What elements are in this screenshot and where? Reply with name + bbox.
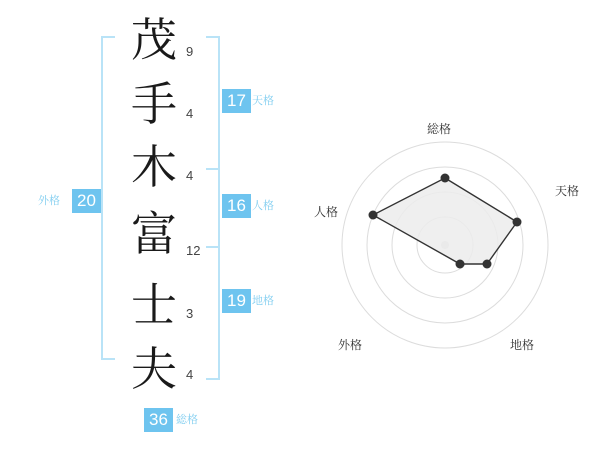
kanji-char-1: 茂 xyxy=(131,15,177,66)
radar-axis-label-jinkaku: 人格 xyxy=(314,205,339,219)
stroke-count-2: 4 xyxy=(186,106,194,121)
jinkaku-bracket xyxy=(206,168,220,248)
score-badge-total: 36 xyxy=(144,408,173,432)
score-label-outer: 外格 xyxy=(38,195,60,207)
kanji-char-3: 木 xyxy=(131,142,177,193)
score-badge-jinkaku: 16 xyxy=(222,194,251,218)
radar-point-tenkaku xyxy=(513,218,522,227)
kanji-char-4: 富 xyxy=(131,209,177,260)
stroke-count-1: 9 xyxy=(186,44,194,59)
score-badge-tenkaku: 17 xyxy=(222,89,251,113)
stroke-count-5: 3 xyxy=(186,306,194,321)
radar-chart xyxy=(300,0,600,470)
stroke-count-4: 12 xyxy=(186,243,201,258)
radar-axis-label-soukaku: 総格 xyxy=(427,122,452,136)
outer-bracket xyxy=(101,36,115,360)
kanji-char-2: 手 xyxy=(131,79,177,130)
stroke-count-6: 4 xyxy=(186,367,194,382)
score-label-total: 総格 xyxy=(176,414,198,426)
radar-data-polygon xyxy=(373,178,517,264)
radar-axis-label-gaikaku: 外格 xyxy=(338,338,363,352)
score-label-tenkaku: 天格 xyxy=(252,95,274,107)
kanji-char-6: 夫 xyxy=(131,344,177,395)
radar-chart-svg xyxy=(300,0,600,470)
radar-point-soukaku xyxy=(441,174,450,183)
score-label-chikaku: 地格 xyxy=(252,295,274,307)
radar-axis-label-chikaku: 地格 xyxy=(510,338,535,352)
radar-point-chikaku xyxy=(483,260,492,269)
score-label-jinkaku: 人格 xyxy=(252,200,274,212)
score-badge-chikaku: 19 xyxy=(222,289,251,313)
kanji-char-5: 士 xyxy=(131,280,177,331)
radar-axis-label-tenkaku: 天格 xyxy=(555,184,580,198)
chikaku-bracket xyxy=(206,246,220,380)
radar-point-gaikaku xyxy=(456,260,465,269)
radar-point-jinkaku xyxy=(369,211,378,220)
score-badge-outer: 20 xyxy=(72,189,101,213)
stroke-count-3: 4 xyxy=(186,168,194,183)
tenkaku-bracket xyxy=(206,36,220,170)
